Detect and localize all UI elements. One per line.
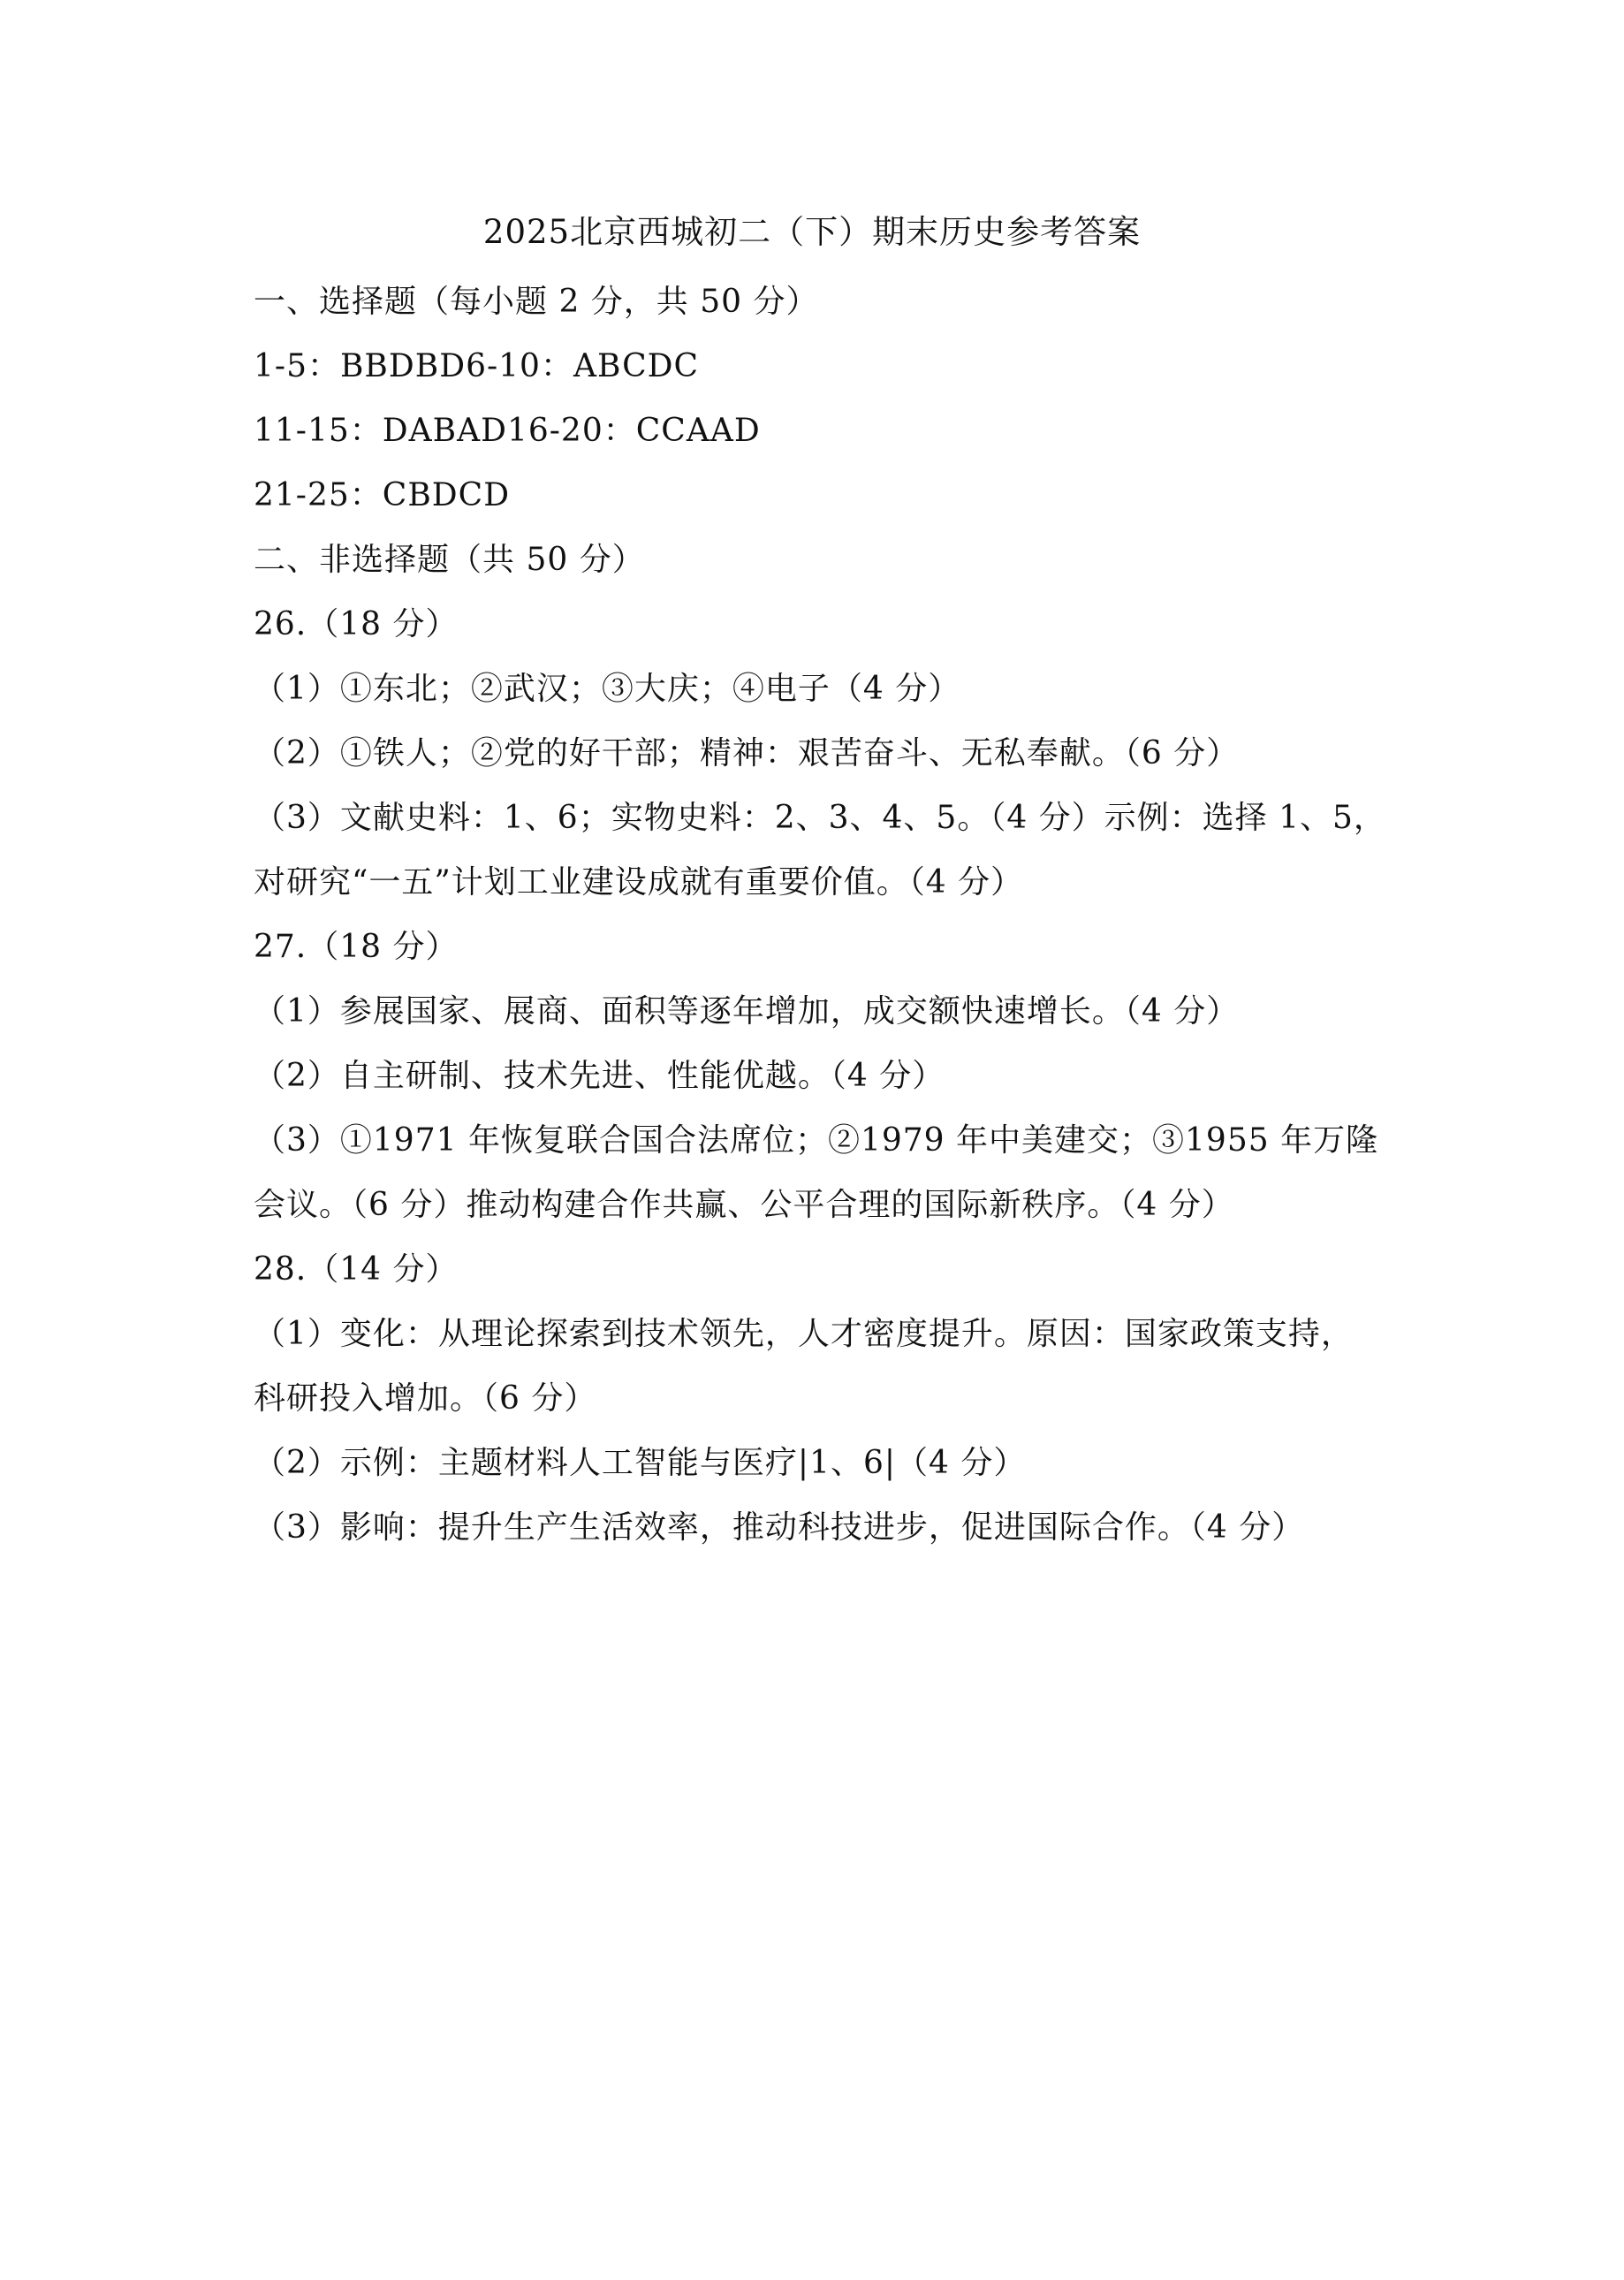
q27-part3-line2: 会议。（6 分）推动构建合作共赢、公平合理的国际新秩序。（4 分） [254,1187,1234,1223]
q28-heading: 28.（14 分） [254,1251,459,1288]
section1-heading: 一、选择题（每小题 2 分，共 50 分） [254,284,819,320]
q28-part1-line2: 科研投入增加。（6 分） [254,1380,597,1417]
section2-heading: 二、非选择题（共 50 分） [254,542,645,578]
document-title: 2025北京西城初二（下）期末历史参考答案 [482,213,1142,251]
q26-part2: （2）①铁人；②党的好干部；精神：艰苦奋斗、无私奉献。（6 分） [254,735,1240,771]
answer-line-1-10: 1-5：BBDBD6-10：ABCDC [254,348,700,384]
q27-part1: （1）参展国家、展商、面积等逐年增加，成交额快速增长。（4 分） [254,993,1240,1030]
q26-part3-line1: （3）文献史料：1、6；实物史料：2、3、4、5。（4 分）示例：选择 1、5， [254,800,1386,836]
q27-part2: （2）自主研制、技术先进、性能优越。（4 分） [254,1058,945,1094]
q28-part3: （3）影响：提升生产生活效率，推动科技进步，促进国际合作。（4 分） [254,1509,1305,1546]
q27-heading: 27.（18 分） [254,929,459,965]
q27-part3-line1: （3）①1971 年恢复联合国合法席位；②1979 年中美建交；③1955 年万隆 [254,1122,1379,1159]
q26-part1: （1）①东北；②武汉；③大庆；④电子（4 分） [254,671,961,707]
answer-line-21-25: 21-25：CBDCD [254,477,511,513]
q28-part1-line1: （1）变化：从理论探索到技术领先，人才密度提升。原因：国家政策支持， [254,1316,1354,1352]
q26-part3-line2: 对研究“一五”计划工业建设成就有重要价值。（4 分） [254,864,1024,901]
q26-heading: 26.（18 分） [254,606,459,642]
q28-part2: （2）示例：主题材料人工智能与医疗|1、6|（4 分） [254,1445,1027,1481]
answer-content [254,270,1393,1560]
answer-line-11-20: 11-15：DABAD16-20：CCAAD [254,413,761,449]
